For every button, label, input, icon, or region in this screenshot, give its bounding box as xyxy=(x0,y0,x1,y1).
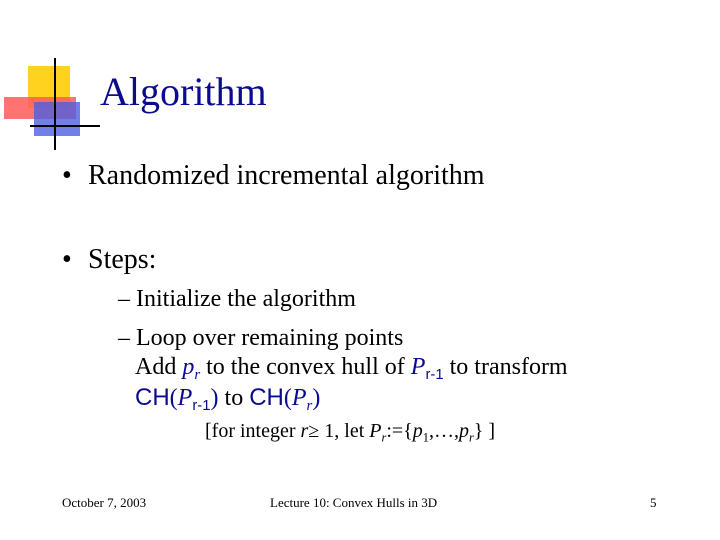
sub-bullet-loop: – Loop over remaining points xyxy=(118,325,404,351)
footer-date: October 7, 2003 xyxy=(62,495,147,510)
bullet-steps: • Steps: xyxy=(62,244,157,275)
bullet-dot-icon: • xyxy=(62,244,72,275)
step-line-add: Add $p_r$ to the convex hull of $P_{r-1}$ to transform xyxy=(135,354,568,384)
footer-lecture-title: Lecture 10: Convex Hulls in 3D xyxy=(270,495,438,510)
step-line-transform: $CH(P_{r-1})$ to $CH(P_r)$ xyxy=(135,384,321,415)
slide-title: Algorithm xyxy=(100,69,267,114)
definition-note: [for integer r≥ 1, let $P_r:=\{p_1,\dots,p_r\}$ ] xyxy=(205,420,496,445)
footer-page-number: 5 xyxy=(650,495,657,510)
bullet-dot-icon: • xyxy=(62,160,72,191)
sub-bullet-initialize: – Initialize the algorithm xyxy=(118,286,356,312)
bullet-randomized: • Randomized incremental algorithm xyxy=(62,160,485,191)
slide-logo-decoration xyxy=(0,0,100,150)
